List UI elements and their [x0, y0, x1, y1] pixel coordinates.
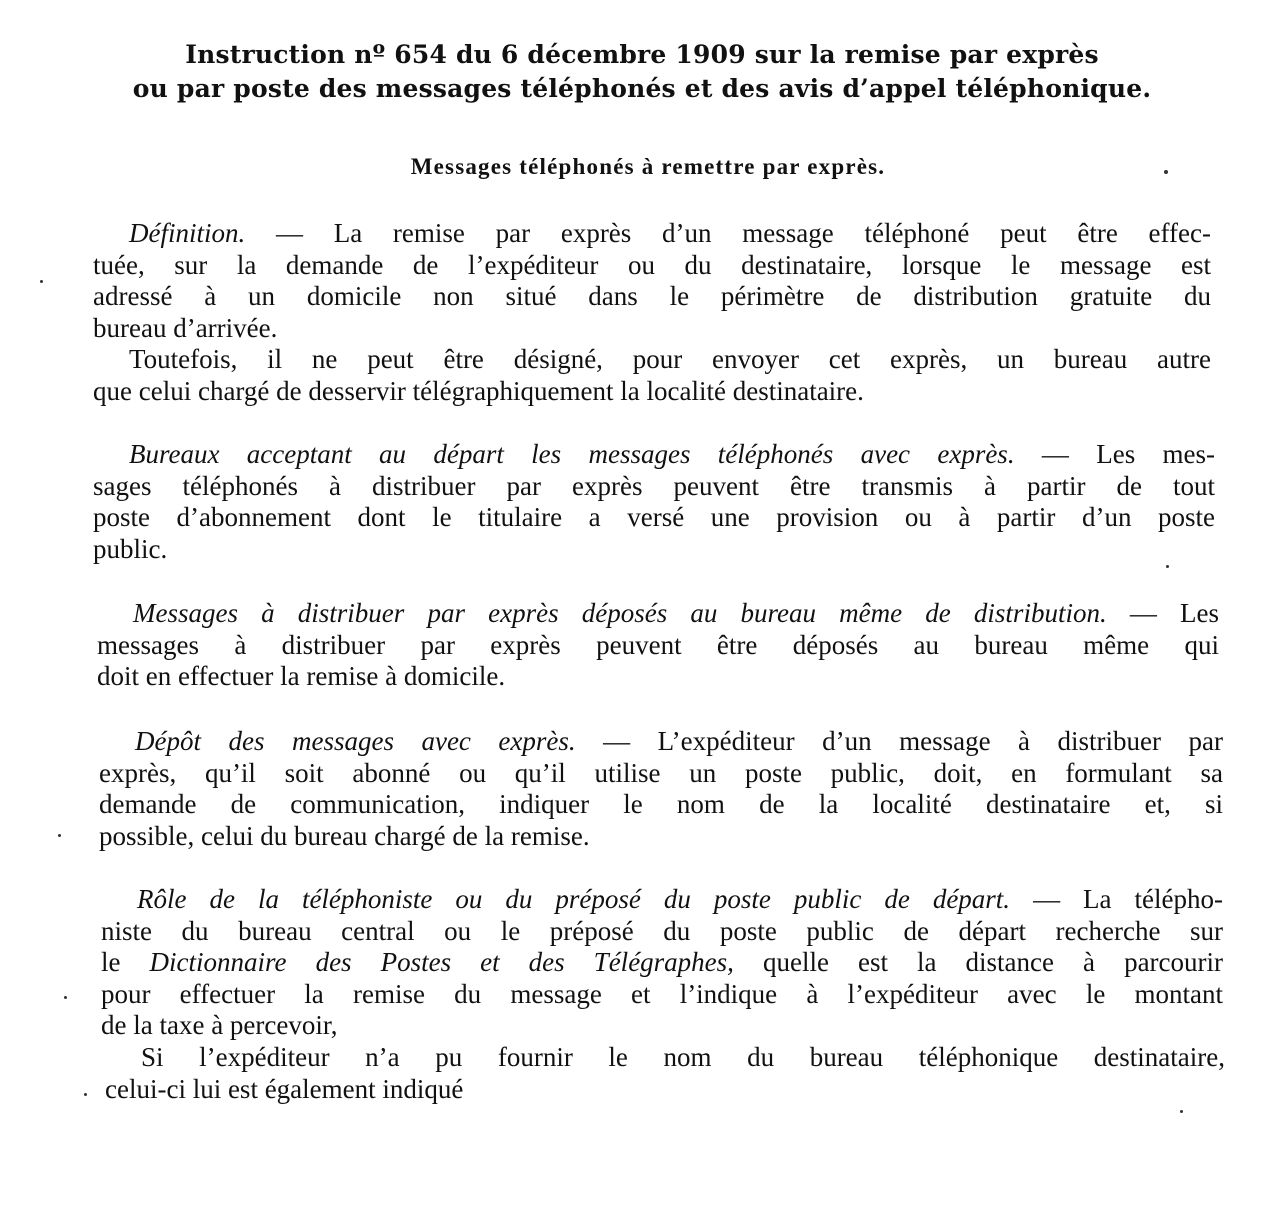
- paragraph-bureaux-acceptant: [93, 439, 1215, 565]
- speckle: [40, 280, 43, 283]
- paragraph-label: Messages à distribuer par exprès déposés au bureau même de distribution.: [133, 598, 1107, 628]
- paragraph-line: Rôle de la téléphoniste ou du préposé du poste public de départ. — La télépho-: [137, 884, 1223, 914]
- paragraph-line: Messages à distribuer par exprès déposés au bureau même de distribution. — Les: [133, 598, 1219, 628]
- speckle: [84, 1093, 87, 1096]
- paragraph-line: de la taxe à percevoir,: [101, 1010, 338, 1040]
- paragraph-line: celui-ci lui est également indiqué: [105, 1073, 464, 1104]
- paragraph-line: demande de communication, indiquer le nom de la localité destinataire et, si: [99, 789, 1223, 819]
- speckle: [1164, 170, 1168, 174]
- paragraph-toutefois: [93, 344, 1211, 407]
- paragraph-label: Dépôt des messages avec exprès.: [135, 726, 576, 756]
- paragraph-line: Si l’expéditeur n’a pu fournir le nom du bureau téléphonique destinataire,: [141, 1042, 1225, 1072]
- paragraph-line: adressé à un domicile non situé dans le périmètre de distribution gratuite du: [93, 281, 1211, 311]
- paragraph-line: exprès, qu’il soit abonné ou qu’il utilise un poste public, doit, en formulant sa: [99, 757, 1223, 788]
- speckle: [1166, 565, 1169, 568]
- paragraph-messages-deposes: [97, 598, 1219, 693]
- paragraph-label: Définition.: [129, 218, 246, 248]
- paragraph-line: possible, celui du bureau chargé de la remise.: [99, 820, 590, 851]
- paragraph-line: Dépôt des messages avec exprès. — L’expéditeur d’un message à distribuer par: [135, 726, 1223, 756]
- paragraph-line: tuée, sur la demande de l’expéditeur ou du destinataire, lorsque le message est: [93, 249, 1211, 280]
- section-heading: Messages téléphonés à remettre par exprès.: [410, 154, 886, 179]
- dictionary-reference: Dictionnaire des Postes et des Télégraphes,: [149, 947, 734, 977]
- paragraph-line: sages téléphonés à distribuer par exprès peuvent être transmis à partir de tout: [93, 470, 1215, 501]
- paragraph-definition: [93, 218, 1211, 344]
- paragraph-expediteur: [105, 1042, 1225, 1105]
- paragraph-line: messages à distribuer par exprès peuvent être déposés au bureau même qui: [97, 629, 1219, 660]
- paragraph-line: bureau d’arrivée.: [93, 312, 278, 343]
- paragraph-line: que celui chargé de desservir télégraphiquement la localité destinataire.: [93, 375, 864, 406]
- paragraph-line: le Dictionnaire des Postes et des Télégraphes, quelle est la distance à parcourir: [101, 947, 1224, 977]
- paragraph-line: Toutefois, il ne peut être désigné, pour envoyer cet exprès, un bureau autre: [129, 344, 1211, 374]
- paragraph-line: doit en effectuer la remise à domicile.: [97, 661, 506, 691]
- paragraph-line: poste d’abonnement dont le titulaire a versé une provision ou à partir d’un poste: [93, 502, 1215, 532]
- speckle: [58, 834, 61, 837]
- speckle: [1180, 1110, 1183, 1113]
- paragraph-line: Bureaux acceptant au départ les messages téléphonés avec exprès. — Les mes-: [129, 439, 1216, 469]
- document-title: [60, 38, 1224, 106]
- paragraph-depot-messages: [99, 726, 1223, 852]
- paragraph-role-telephoniste: [101, 884, 1223, 1042]
- paragraph-label: Rôle de la téléphoniste ou du préposé du poste public de départ.: [137, 884, 1011, 914]
- paragraph-line: pour effectuer la remise du message et l’indique à l’expéditeur avec le montant: [101, 978, 1223, 1009]
- speckle: [64, 996, 67, 999]
- title-line-1: Instruction nº 654 du 6 décembre 1909 sur la remise par exprès: [185, 40, 1099, 69]
- paragraph-line: Définition. — La remise par exprès d’un message téléphoné peut être effec-: [129, 218, 1211, 248]
- paragraph-label: Bureaux acceptant au départ les messages téléphonés avec exprès.: [129, 439, 1015, 469]
- title-line-2: ou par poste des messages téléphonés et des avis d’appel téléphonique.: [132, 74, 1152, 103]
- paragraph-line: niste du bureau central ou le préposé du poste public de départ recherche sur: [101, 915, 1223, 946]
- paragraph-line: public.: [93, 533, 168, 564]
